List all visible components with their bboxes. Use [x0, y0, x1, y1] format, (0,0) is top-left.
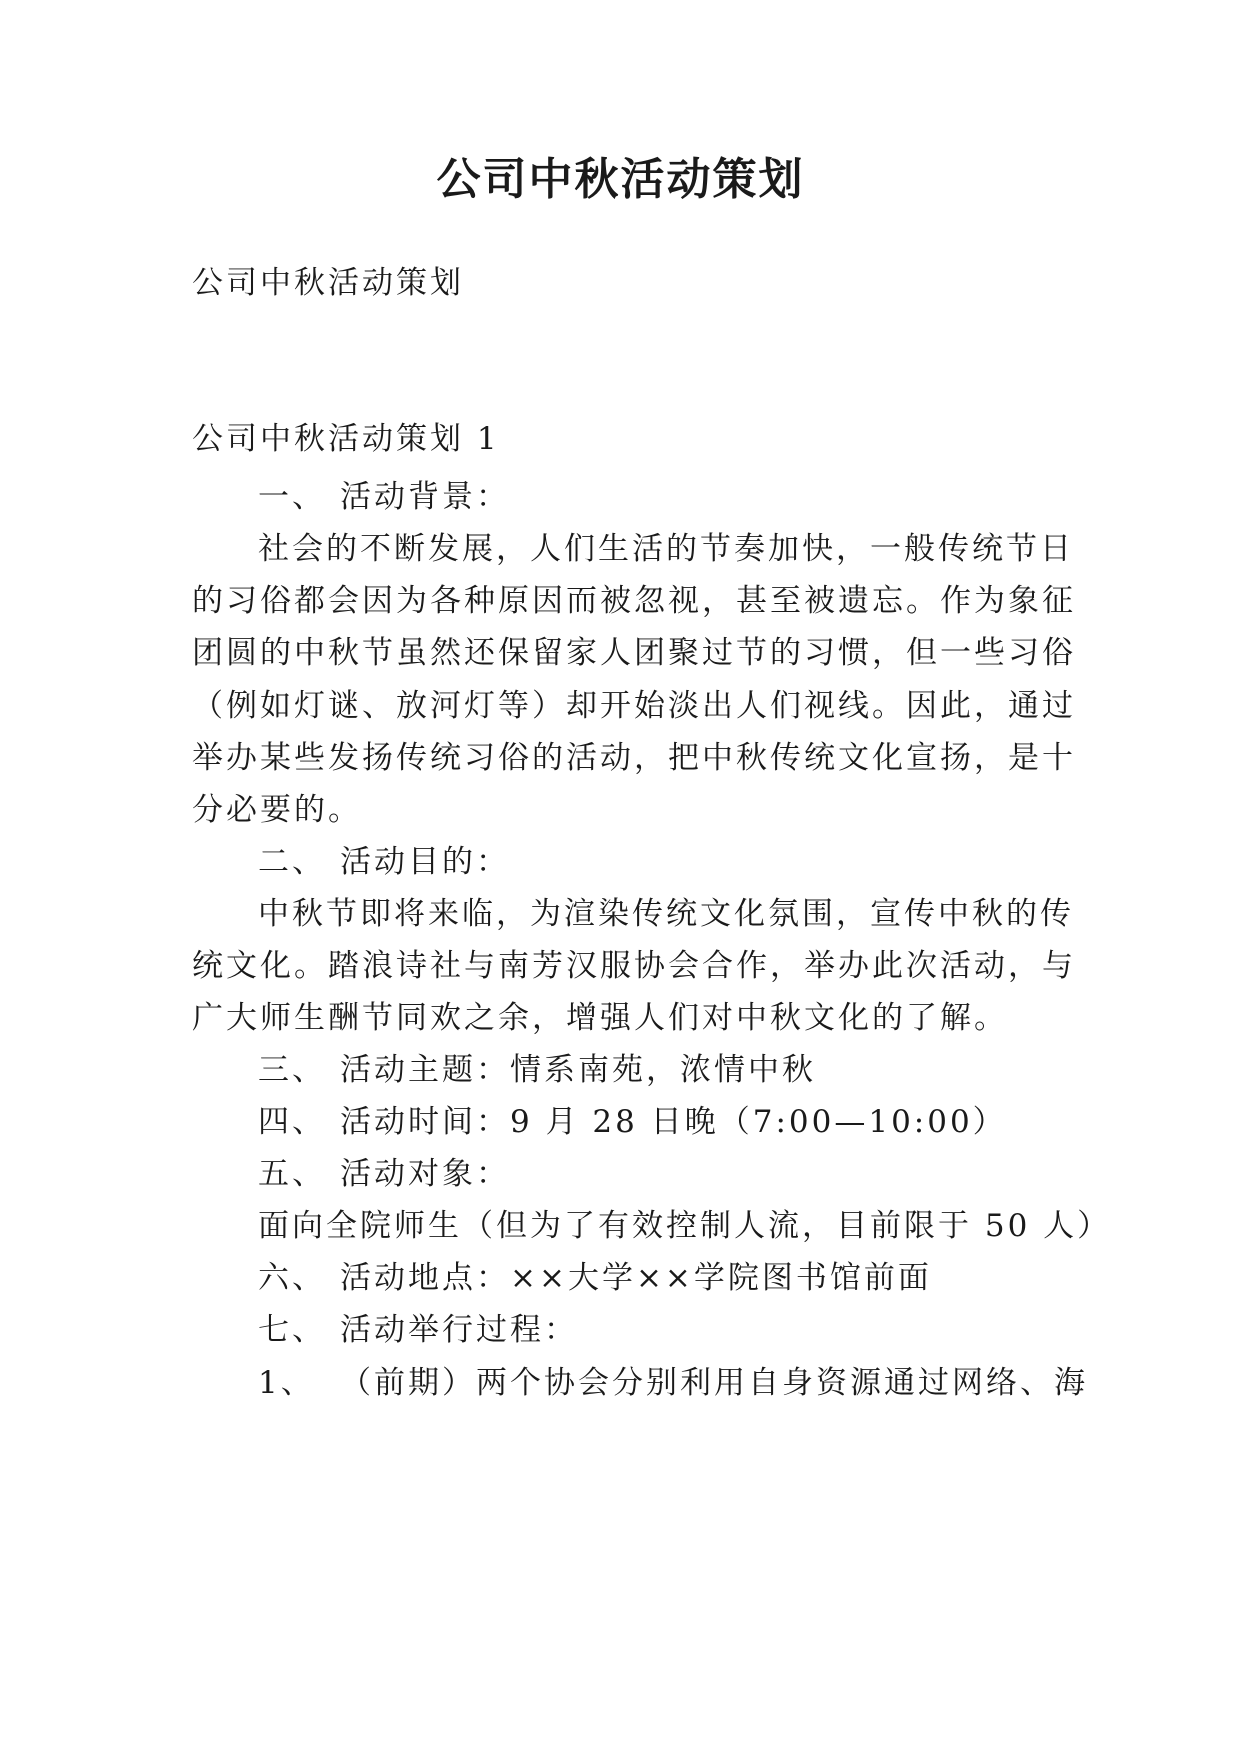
heading-number: 二、 [258, 844, 326, 880]
document-subtitle: 公司中秋活动策划 [192, 265, 464, 301]
heading-number: 七、 [258, 1312, 326, 1348]
heading-theme [258, 1049, 816, 1091]
list-item-step1 [258, 1362, 1088, 1404]
heading-label: 活动对象： [340, 1156, 510, 1192]
paragraph-line: 统文化。踏浪诗社与南芳汉服协会合作，举办此次活动，与 [192, 948, 1076, 984]
heading-purpose [258, 841, 510, 883]
paragraph-line: 社会的不断发展，人们生活的节奏加快，一般传统节日 [258, 531, 1074, 567]
heading-number: 五、 [258, 1156, 326, 1192]
document-title: 公司中秋活动策划 [436, 154, 805, 205]
paragraph-line: 分必要的。 [192, 792, 362, 828]
paragraph-line: 中秋节即将来临，为渲染传统文化氛围，宣传中秋的传 [258, 896, 1074, 932]
heading-label: 活动目的： [340, 844, 510, 880]
heading-text: 活动主题：情系南苑，浓情中秋 [340, 1052, 816, 1088]
heading-location [258, 1257, 932, 1299]
heading-audience [258, 1153, 510, 1195]
heading-time [258, 1101, 1007, 1143]
section-heading: 公司中秋活动策划 1 [192, 421, 500, 457]
heading-text: 活动地点：××大学××学院图书馆前面 [340, 1260, 932, 1296]
heading-number: 六、 [258, 1260, 326, 1296]
heading-label: 活动举行过程： [340, 1312, 578, 1348]
paragraph-line: （例如灯谜、放河灯等）却开始淡出人们视线。因此，通过 [192, 688, 1076, 724]
list-number: 1、 [258, 1365, 315, 1401]
heading-number: 四、 [258, 1104, 326, 1140]
heading-background [258, 476, 510, 518]
heading-label: 活动背景： [340, 479, 510, 515]
heading-text: 活动时间：9 月 28 日晚（7:00—10:00） [340, 1104, 1007, 1140]
heading-process [258, 1309, 578, 1351]
heading-number: 一、 [258, 479, 326, 515]
paragraph-line: 广大师生酬节同欢之余，增强人们对中秋文化的了解。 [192, 1000, 1008, 1036]
paragraph-line: 的习俗都会因为各种原因而被忽视，甚至被遗忘。作为象征 [192, 583, 1076, 619]
heading-number: 三、 [258, 1052, 326, 1088]
paragraph-line: 举办某些发扬传统习俗的活动，把中秋传统文化宣扬，是十 [192, 740, 1076, 776]
list-text: （前期）两个协会分别利用自身资源通过网络、海 [340, 1365, 1088, 1401]
paragraph-line: 团圆的中秋节虽然还保留家人团聚过节的习惯，但一些习俗 [192, 635, 1076, 671]
paragraph-line: 面向全院师生（但为了有效控制人流，目前限于 50 人） [258, 1208, 1112, 1244]
